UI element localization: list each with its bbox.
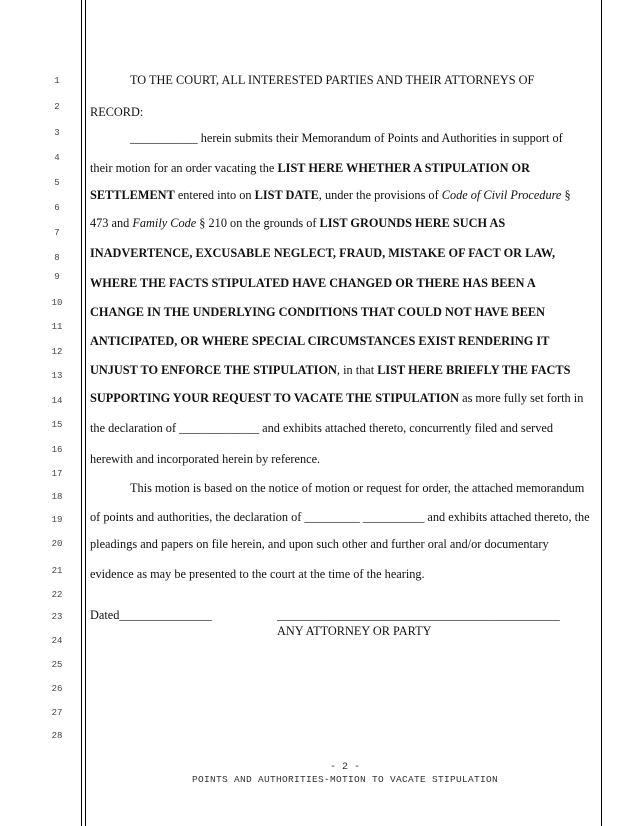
line-number: 1 bbox=[54, 76, 60, 86]
line-number: 22 bbox=[51, 590, 63, 600]
body-line bbox=[90, 390, 610, 406]
body-line: RECORD: bbox=[90, 105, 144, 119]
line-number: 16 bbox=[51, 445, 63, 455]
line-number: 24 bbox=[51, 636, 63, 646]
placeholder-text: LIST DATE bbox=[254, 188, 319, 202]
body-line bbox=[90, 187, 610, 203]
line-number: 9 bbox=[54, 272, 60, 282]
text: as more fully set forth in bbox=[459, 391, 584, 405]
body-line bbox=[90, 333, 610, 349]
body-line: evidence as may be presented to the court at the time of the hearing. bbox=[90, 567, 425, 581]
placeholder-text: LIST HERE BRIEFLY THE FACTS bbox=[377, 363, 571, 377]
body-line bbox=[90, 304, 610, 320]
body-line: TO THE COURT, ALL INTERESTED PARTIES AND THEIR ATTORNEYS OF bbox=[130, 73, 535, 87]
line-number: 27 bbox=[51, 708, 63, 718]
placeholder-text: ANTICIPATED, OR WHERE SPECIAL CIRCUMSTANCES EXIST RENDERING IT bbox=[90, 334, 550, 348]
line-number: 7 bbox=[54, 228, 60, 238]
body-line: the declaration of _____________ and exhibits attached thereto, concurrently filed and served bbox=[90, 421, 554, 435]
line-number: 19 bbox=[51, 515, 63, 525]
text: entered into on bbox=[174, 188, 255, 202]
placeholder-text: LIST GROUNDS HERE SUCH AS bbox=[319, 216, 506, 230]
body-line: of points and authorities, the declaration of _________ __________ and exhibits attached thereto, the bbox=[90, 510, 590, 524]
placeholder-text: WHERE THE FACTS STIPULATED HAVE CHANGED OR THERE HAS BEEN A bbox=[90, 276, 536, 290]
text: 473 and bbox=[90, 216, 133, 230]
dated-field: Dated_______________ bbox=[90, 608, 212, 622]
footer-title: POINTS AND AUTHORITIES-MOTION TO VACATE STIPULATION bbox=[191, 774, 499, 785]
body-line bbox=[90, 275, 610, 291]
text: § 210 on the grounds of bbox=[196, 216, 320, 230]
placeholder-text: LIST HERE WHETHER A STIPULATION OR bbox=[277, 161, 530, 175]
body-line bbox=[90, 362, 610, 378]
text: , in that bbox=[336, 363, 378, 377]
line-number: 13 bbox=[51, 371, 63, 381]
line-number: 25 bbox=[51, 660, 63, 670]
line-number: 5 bbox=[54, 178, 60, 188]
line-number: 28 bbox=[51, 731, 63, 741]
body-line: This motion is based on the notice of motion or request for order, the attached memorandum bbox=[130, 481, 585, 495]
text: , under the provisions of bbox=[318, 188, 442, 202]
statute-citation: Family Code bbox=[132, 216, 197, 230]
signature-line: ______________________________________________ bbox=[277, 608, 560, 622]
line-number: 20 bbox=[51, 539, 63, 549]
line-number: 17 bbox=[51, 469, 63, 479]
line-number: 14 bbox=[51, 396, 63, 406]
line-number: 8 bbox=[54, 253, 60, 263]
placeholder-text: INADVERTENCE, EXCUSABLE NEGLECT, FRAUD, MISTAKE OF FACT OR LAW, bbox=[90, 246, 556, 260]
line-number: 23 bbox=[51, 612, 63, 622]
line-number: 2 bbox=[54, 102, 60, 112]
body-line: ___________ herein submits their Memorandum of Points and Authorities in support of bbox=[130, 131, 563, 145]
body-line bbox=[90, 215, 610, 231]
line-number: 15 bbox=[51, 420, 63, 430]
left-margin-rule-outer bbox=[81, 0, 82, 826]
body-line: pleadings and papers on file herein, and upon such other and further oral and/or documentary bbox=[90, 537, 549, 551]
text: § bbox=[561, 188, 571, 202]
line-number: 3 bbox=[54, 128, 60, 138]
statute-citation: Code of Civil Procedure bbox=[441, 188, 562, 202]
line-number: 4 bbox=[54, 153, 60, 163]
right-margin-rule bbox=[601, 0, 602, 826]
body-line bbox=[90, 245, 610, 261]
line-number: 10 bbox=[51, 298, 63, 308]
text: their motion for an order vacating the bbox=[90, 161, 278, 175]
line-number: 26 bbox=[51, 684, 63, 694]
line-number: 6 bbox=[54, 203, 60, 213]
placeholder-text: SETTLEMENT bbox=[90, 188, 175, 202]
signature-label: ANY ATTORNEY OR PARTY bbox=[277, 624, 432, 638]
line-number: 11 bbox=[51, 322, 63, 332]
page-number: - 2 - bbox=[329, 762, 360, 773]
placeholder-text: CHANGE IN THE UNDERLYING CONDITIONS THAT COULD NOT HAVE BEEN bbox=[90, 305, 545, 319]
body-line bbox=[90, 160, 610, 176]
line-number: 12 bbox=[51, 347, 63, 357]
body-line: herewith and incorporated herein by reference. bbox=[90, 452, 321, 466]
line-number: 18 bbox=[51, 492, 63, 502]
placeholder-text: SUPPORTING YOUR REQUEST TO VACATE THE STIPULATION bbox=[90, 391, 460, 405]
left-margin-rule-inner bbox=[85, 0, 86, 826]
placeholder-text: UNJUST TO ENFORCE THE STIPULATION bbox=[90, 363, 337, 377]
line-number: 21 bbox=[51, 566, 63, 576]
